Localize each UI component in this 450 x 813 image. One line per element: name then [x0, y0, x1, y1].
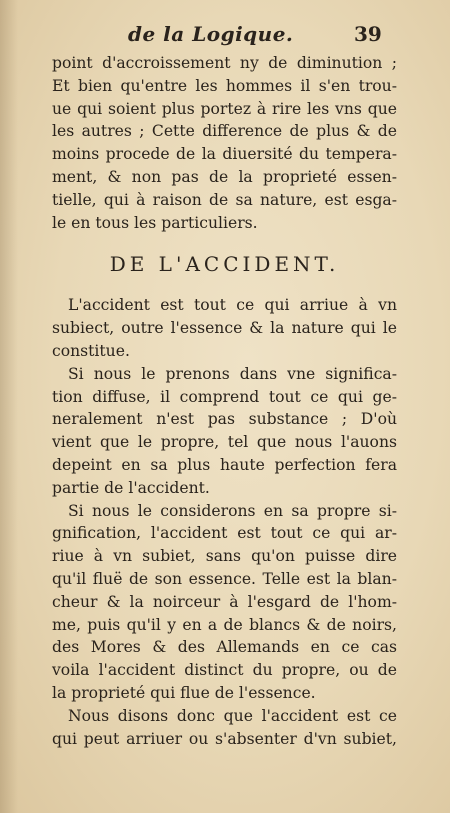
text-line: la proprieté qui flue de l'essence. [52, 683, 316, 702]
text-line: Si nous le considerons en sa propre si- [68, 501, 397, 520]
text-line: tion diffuse, il comprend tout ce qui ge- [52, 387, 397, 406]
page-number: 39 [354, 22, 382, 46]
text-line: des Mores & des Allemands en ce cas [52, 638, 397, 657]
text-line: tielle, qui à raison de sa nature, est esga- [52, 190, 397, 209]
text-line: L'accident est tout ce qui arriue à vn [68, 296, 397, 315]
page-gutter-shadow [0, 0, 18, 813]
text-line: voila l'accident distinct du propre, ou de [52, 661, 397, 680]
text-line: ment, & non pas de la proprieté essen- [52, 167, 397, 186]
text-line: Nous disons donc que l'accident est ce [68, 706, 397, 725]
text-line: riue à vn subiet, sans qu'on puisse dire [52, 547, 397, 566]
text-line: point d'accroissement ny de diminution ; [52, 54, 397, 72]
text-line: cheur & la noirceur à l'esgard de l'hom- [52, 592, 397, 611]
paragraph-broad-sense [52, 363, 397, 500]
text-line: le en tous les particuliers. [52, 213, 258, 232]
text-line: moins procede de la diuersité du tempera- [52, 145, 397, 164]
text-line: me, puis qu'il y en a de blancs & de noirs, [52, 615, 397, 634]
text-line: partie de l'accident. [52, 478, 210, 497]
text-line: Et bien qu'entre les hommes il s'en trou- [52, 76, 397, 95]
paragraph-proprium-conclusion [52, 52, 397, 234]
text-line: qu'il fluë de son essence. Telle est la blan- [52, 569, 397, 588]
text-line: les autres ; Cette difference de plus & de [52, 122, 397, 141]
paragraph-continuation [52, 705, 397, 751]
text-line: subiect, outre l'essence & la nature qui le [52, 319, 397, 338]
text-line: constitue. [52, 341, 130, 360]
text-line: Si nous le prenons dans vne significa- [68, 364, 397, 383]
paragraph-definition [52, 294, 397, 362]
page-header [0, 22, 450, 52]
text-line: neralement n'est pas substance ; D'où [52, 410, 397, 429]
text-line: qui peut arriuer ou s'absenter d'vn subiet, [52, 729, 397, 748]
section-heading: DE L'ACCIDENT. [109, 252, 340, 277]
page-body [52, 52, 397, 750]
text-line: gnification, l'accident est tout ce qui ar- [52, 524, 397, 543]
text-line: vient que le propre, tel que nous l'auons [52, 433, 397, 452]
running-head: de la Logique. [128, 22, 294, 46]
paragraph-proper-sense [52, 500, 397, 705]
text-line: ue qui soient plus portez à rire les vns que [52, 99, 397, 118]
text-line: depeint en sa plus haute perfection fera [52, 455, 397, 474]
